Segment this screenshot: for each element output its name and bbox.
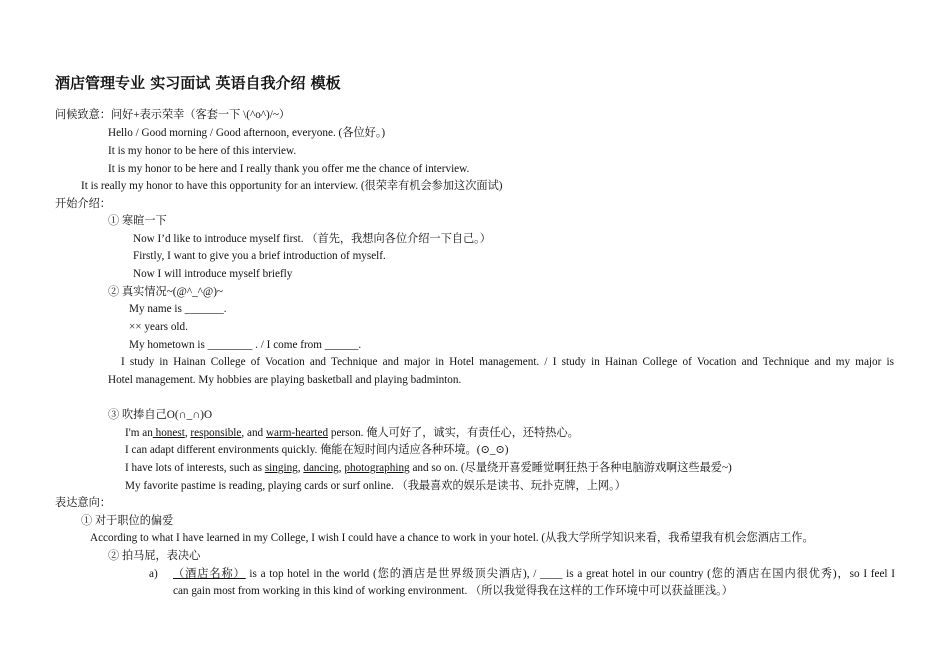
intro-subheading: ① 寒暄一下 bbox=[108, 215, 167, 227]
intro-line bbox=[125, 461, 732, 475]
intention-subheading: ② 拍马屁，表决心 bbox=[108, 550, 201, 562]
intro-line: Now I’d like to introduce myself first. （首先，我想向各位介绍一下自己。） bbox=[133, 233, 491, 245]
page-title: 酒店管理专业 实习面试 英语自我介绍 模板 bbox=[55, 74, 341, 92]
blank-field: （酒店名称） bbox=[173, 568, 246, 580]
underlined-word: honest bbox=[152, 427, 185, 439]
intro-line: Hotel management. My hobbies are playing basketball and playing badminton. bbox=[108, 374, 462, 386]
intro-line: My name is _______. bbox=[129, 303, 227, 315]
greeting-line: It is my honor to be here and I really thank you offer me the chance of interview. bbox=[108, 163, 470, 175]
list-marker: a) bbox=[149, 568, 158, 580]
underlined-word: warm-hearted bbox=[265, 427, 329, 439]
text-segment: I'm an bbox=[125, 427, 153, 439]
intro-line: Now I will introduce myself briefly bbox=[133, 268, 293, 280]
underlined-word: dancing bbox=[303, 462, 339, 474]
intro-line: Firstly, I want to give you a brief introduction of myself. bbox=[133, 250, 386, 262]
intention-line: According to what I have learned in my College, I wish I could have a chance to work in your hotel. (从我大学所学知识来看，我希望我有机会您酒店工作。 bbox=[90, 532, 814, 544]
intro-line: I can adapt different environments quickly. 俺能在短时间内适应各种环境。(⊙_⊙) bbox=[125, 444, 509, 456]
intro-heading: 开始介绍： bbox=[55, 198, 111, 210]
underlined-word: responsible bbox=[190, 427, 242, 439]
text-segment: and so on. (尽量绕开喜爱睡觉啊狂热于各种电脑游戏啊这些最爱~) bbox=[409, 462, 732, 474]
greeting-heading: 问候致意：问好+表示荣幸（客套一下 \(^o^)/~） bbox=[55, 109, 291, 121]
intro-subheading: ③ 吹捧自己O(∩_∩)O bbox=[108, 409, 213, 421]
intro-line: I study in Hainan College of Vocation and Technique and major in Hotel management. / I study in Hainan College of Vocation and Technique and my major is bbox=[121, 356, 894, 368]
text-segment: is a top hotel in the world (您的酒店是世界级顶尖酒店), / ____ is a great hotel in our country (您的酒店在国内很优秀)，so I feel I bbox=[245, 568, 895, 580]
text-segment: , bbox=[184, 427, 191, 439]
intro-line: My hometown is ________ . / I come from ______. bbox=[129, 339, 362, 351]
intro-line: ×× years old. bbox=[129, 321, 188, 333]
greeting-line: Hello / Good morning / Good afternoon, everyone. (各位好。) bbox=[108, 127, 386, 139]
intention-heading: 表达意向： bbox=[55, 497, 111, 509]
underlined-word: singing bbox=[264, 462, 298, 474]
underlined-word: photographing bbox=[344, 462, 410, 474]
intention-line bbox=[173, 567, 895, 581]
text-segment: , and bbox=[241, 427, 266, 439]
intro-subheading: ② 真实情况~(@^_^@)~ bbox=[108, 286, 223, 298]
greeting-line: It is my honor to be here of this interview. bbox=[108, 145, 297, 157]
text-segment: , bbox=[338, 462, 345, 474]
intro-line bbox=[125, 426, 579, 440]
text-segment: I have lots of interests, such as bbox=[125, 462, 265, 474]
text-segment: , bbox=[297, 462, 304, 474]
intro-line: My favorite pastime is reading, playing cards or surf online. （我最喜欢的娱乐是读书、玩扑克牌，上网。） bbox=[125, 480, 626, 492]
greeting-line: It is really my honor to have this opportunity for an interview. (很荣幸有机会参加这次面试) bbox=[81, 180, 503, 192]
text-segment: person. 俺人可好了，诚实，有责任心，还特热心。 bbox=[328, 427, 579, 439]
intention-subheading: ① 对于职位的偏爱 bbox=[81, 515, 174, 527]
intention-line: can gain most from working in this kind of working environment. （所以我觉得我在这样的工作环境中可以获益匪浅。） bbox=[173, 585, 733, 597]
